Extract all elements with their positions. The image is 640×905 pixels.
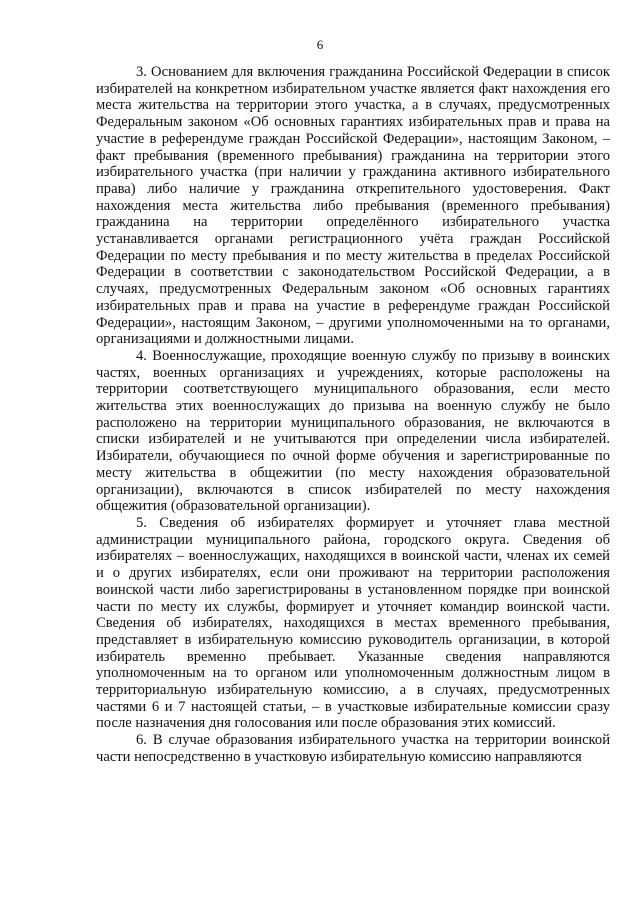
paragraph-3: 3. Основанием для включения гражданина Российской Федерации в список избирателей на конкретном избирательном участке является факт нахождения его места жительства на территории этого участка, а в случаях, предусмотренных Федеральным законом «Об основных гарантиях избирательных прав и права на участие в референдуме граждан Российской Федерации», настоящим Законом, – факт пребывания (временного пребывания) гражданина на территории этого избирательного участка (при наличии у гражданина активного избирательного права) либо наличие у гражданина открепительного удостоверения. Факт нахождения места жительства либо пребывания (временного пребывания) гражданина на территории определённого избирательного участка устанавливается органами регистрационного учёта граждан Российской Федерации по месту пребывания и по месту жительства в пределах Российской Федерации в соответствии с законодательством Российской Федерации, а в случаях, предусмотренных Федеральным законом «Об основных гарантиях избирательных прав и права на участие в референдуме граждан Российской Федерации», настоящим Законом, – другими уполномоченными на то органами, организациями и должностными лицами. bbox=[96, 64, 610, 348]
document-body bbox=[96, 64, 610, 766]
paragraph-6: 6. В случае образования избирательного участка на территории воинской части непосредственно в участковую избирательную комиссию направляются bbox=[96, 732, 610, 765]
paragraph-4: 4. Военнослужащие, проходящие военную службу по призыву в воинских частях, военных организациях и учреждениях, которые расположены на территории соответствующего муниципального образования, если место жительства этих военнослужащих до призыва на военную службу не было расположено на территории муниципального образования, не включаются в списки избирателей и не учитываются при определении числа избирателей. Избиратели, обучающиеся по очной форме обучения и зарегистрированные по месту жительства в общежитии (по месту нахождения образовательной организации), включаются в список избирателей по месту нахождения общежития (образовательной организации). bbox=[96, 347, 610, 515]
page-number: 6 bbox=[316, 37, 324, 52]
paragraph-5: 5. Сведения об избирателях формирует и уточняет глава местной администрации муниципального района, городского округа. Сведения об избирателях – военнослужащих, находящихся в воинской части, членах их семей и о других избирателях, если они проживают на территории расположения воинской части либо зарегистрированы в установленном порядке при воинской части по месту их службы, формирует и уточняет командир воинской части. Сведения об избирателях, находящихся в местах временного пребывания, представляет в избирательную комиссию руководитель организации, в которой избиратель временно пребывает. Указанные сведения направляются уполномоченным на то органом или уполномоченным должностным лицом в территориальную избирательную комиссию, а в случаях, предусмотренных частями 6 и 7 настоящей статьи, – в участковые избирательные комиссии сразу после назначения дня голосования или после образования этих комиссий. bbox=[96, 514, 610, 732]
